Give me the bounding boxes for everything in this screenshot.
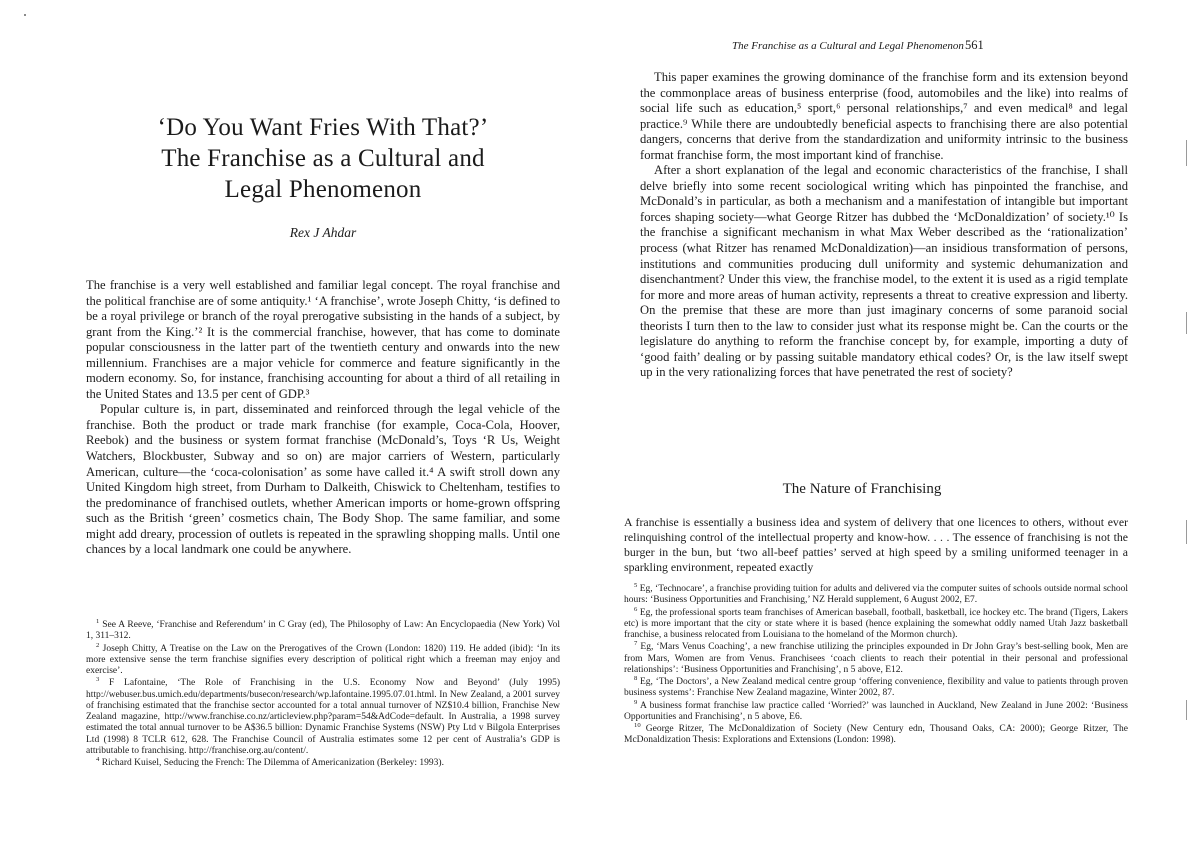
footnote-number: 6	[634, 605, 638, 613]
margin-mark	[1186, 312, 1187, 334]
footnote-text: F Lafontaine, ‘The Role of Franchising in the U.S. Economy Now and Beyond’ (July 1995) http://webuser.bus.umich.edu/departments/busecon/research/wp.lafontaine.1995.07.01.html. In New Zealand, a 2001 survey of franchising estimated that the franchise sector accounted for a total annual turnover of NZ$10.4 billion, Franchise New Zealand magazine, http://www.franchise.co.nz/articleview.php?param=54&AdCode=default. In Australia, a 1998 survey estimated the total annual turnover to be A$36.5 billion: Dynamic Franchise Systems (NSW) Pty Ltd v Bilgola Enterprises Ltd (1998) 8 TCLR 612, 628. The Franchise Council of Australia estimates some 12 per cent of Australia’s GDP is attributable to franchising. http://franchise.org.au/content/.	[86, 678, 560, 756]
footnote-text: See A Reeve, ‘Franchise and Referendum’ in C Gray (ed), The Philosophy of Law: An Encyclopaedia (New York) Vol 1, 311–312.	[86, 620, 560, 642]
right-page	[600, 0, 1200, 848]
footnote-text: Richard Kuisel, Seducing the French: The Dilemma of Americanization (Berkeley: 1993).	[101, 758, 444, 768]
right-body-text	[640, 70, 1128, 381]
left-body-text	[86, 278, 560, 558]
margin-mark	[1186, 520, 1187, 544]
footnote-number: 3	[96, 676, 100, 684]
footnote	[624, 721, 1129, 747]
article-title-line-1: ‘Do You Want Fries With That?’	[157, 114, 489, 141]
footnote-number: 8	[634, 674, 638, 682]
author-name: Rex J Ahdar	[289, 225, 357, 240]
footnote-text: Eg, ‘The Doctors’, a New Zealand medical centre group ‘offering convenience, flexibility and value to patients through proven business systems’: Franchise New Zealand magazine, Winter 2002, 87.	[624, 677, 1128, 699]
footnote-number: 10	[634, 721, 641, 729]
footnote-number: 1	[96, 617, 100, 625]
footnote-number: 7	[634, 640, 638, 648]
footnote-text: Eg, ‘Mars Venus Coaching’, a new franchise utilizing the principles expounded in Dr John Gray’s best-selling book, Men are from Mars, Women are from Venus. Franchisees ‘coach clients to reach their potential in their personal and professional relationships’: ‘Business Opportunities and Franchising’, n 5 above, E12.	[624, 642, 1129, 675]
margin-mark	[1186, 140, 1187, 166]
footnote-number: 9	[634, 698, 638, 706]
article-title-line-3: Legal Phenomenon	[224, 176, 422, 203]
footnote	[624, 605, 1129, 642]
body-paragraph: The franchise is a very well established and familiar legal concept. The royal franchise and the political franchise are of some antiquity.¹ ‘A franchise’, wrote Joseph Chitty, ‘is defined to be a royal privilege or branch of the royal prerogative subsisting in the hands of a subject, by grant from the King.’² It is the commercial franchise, however, that has come to dominate popular consciousness in the latter part of the twentieth century and onwards into the new millennium. Franchises are a major vehicle for commerce and feature significantly in the modern economy. So, for instance, franchising accounting for about a third of all retailing in the United States and 13.5 per cent of GDP.³	[86, 278, 560, 401]
body-paragraph: A franchise is essentially a business idea and system of delivery that one licences to others, without ever relinquishing control of the intellectual property and know-how. . . . The essence of franchising is not the burger in the bun, but ‘two all-beef patties’ served at high speed by a smiling uniformed teenager in a sparkling environment, repeated exactly	[624, 515, 1128, 574]
left-footnotes	[86, 617, 560, 770]
footnote-text: George Ritzer, The McDonaldization of Society (New Century edn, Thousand Oaks, CA: 2000); George Ritzer, The McDonaldization Thesis: Explorations and Extensions (London: 1998).	[624, 724, 1129, 746]
footnote	[624, 674, 1128, 700]
body-paragraph: Popular culture is, in part, disseminated and reinforced through the legal vehicle of the franchise. Both the product or trade mark franchise (for example, Coca-Cola, Hoover, Reebok) and the business or system format franchise (McDonald’s, Toys ‘R Us, Weight Watchers, Blockbuster, Subway and so on) are major carriers of Western, particularly American, culture—the ‘coca-colonisation’ as some have called it.⁴ A swift stroll down any United Kingdom high street, from Durham to Dalkeith, Chiswick to Cheltenham, testifies to the predominance of franchised outlets, whether American imports or home-grown offspring such as the British ‘green’ cosmetics chain, The Body Shop. The same familiar, and some might add dreary, procession of outlets is repeated in the sprawling shopping malls. Until one chances by a local landmark one could be anywhere.	[86, 402, 560, 557]
body-paragraph: After a short explanation of the legal and economic characteristics of the franchise, I shall delve briefly into some recent sociological writing which has pinpointed the franchise, and McDonald’s in particular, as both a mechanism and a manifestation of intangible but important forces shaping society—what George Ritzer has dubbed the ‘McDonaldization’ of society.¹⁰ Is the franchise a significant mechanism in what Max Weber described as the ‘rationalization’ process (what Ritzer has renamed McDonaldization)—an insidious transformation of persons, institutions and communities producing dull uniformity and systemic dehumanization and disenchantment? Under this view, the franchise model, to the extent it is used as a rigid template for more and more areas of human activity, represents a threat to creative expression and liberty. On the premise that these are more than just imaginary concerns of some paranoid social theorists I turn then to the law to consider just what its response might be. Can the courts or the legislature do anything to reform the franchise concept by, for example, importing a duty of ‘good faith’ dealing or by passing suitable mandatory ethical codes? Or, is the law itself swept up in the very rationalizing forces that have penetrated the rest of society?	[640, 163, 1128, 380]
right-footnotes	[624, 581, 1129, 748]
body-paragraph: This paper examines the growing dominance of the franchise form and its extension beyond the commonplace areas of business enterprise (food, automobiles and the like) into realms of social life such as education,⁵ sport,⁶ personal relationships,⁷ and even medical⁸ and legal practice.⁹ While there are undoubtedly beneficial aspects to franchising there are also potential dangers, concerns that derive from the standardization and uniformity intrinsic to the business format franchise form, the most important kind of franchise.	[640, 70, 1128, 162]
article-title-block	[86, 112, 560, 241]
footnote-text: Eg, ‘Technocare’, a franchise providing tuition for adults and delivered via the computer suites of schools outside normal school hours: ‘Business Opportunities and Franchising,’ NZ Herald supplement, 6 August 2002, E7.	[624, 584, 1129, 606]
footnote-number: 4	[96, 755, 100, 763]
footnote	[624, 698, 1128, 724]
footnote-text: Eg, the professional sports team franchises of American baseball, football, basketball, ice hockey etc. The brand (Tigers, Lakers etc) is more important that the city or state where it is based (hence explaining the somewhat oddly named Utah Jazz basketball franchise, a business relocated from Louisiana to the homeland of the Mormon church).	[624, 607, 1129, 640]
margin-mark	[1186, 700, 1187, 720]
page-number: 561	[965, 38, 984, 52]
footnote	[624, 581, 1129, 607]
footnote	[86, 755, 560, 769]
footnote	[86, 678, 560, 757]
footnote	[624, 642, 1128, 676]
footnote	[86, 617, 560, 643]
section-heading: The Nature of Franchising	[782, 481, 942, 497]
footnote-text: A business format franchise law practice called ‘Worried?’ was launched in Auckland, New Zealand in June 2002: ‘Business Opportunities and Franchising’, n 5 above, E6.	[624, 700, 1128, 722]
footnote-number: 2	[96, 641, 100, 649]
running-head: The Franchise as a Cultural and Legal Phenomenon	[732, 40, 964, 52]
footnote-text: Joseph Chitty, A Treatise on the Law on the Prerogatives of the Crown (London: 1820) 119. He added (ibid): ‘In its more extensive sense the term franchise signifies every description of political right which a freeman may enjoy and exercise’.	[86, 643, 560, 676]
article-title-line-2: The Franchise as a Cultural and	[161, 145, 485, 172]
scan-speck	[24, 14, 26, 16]
section-body-text	[624, 515, 1128, 575]
footnote-number: 5	[634, 581, 638, 589]
footnote	[86, 641, 560, 678]
